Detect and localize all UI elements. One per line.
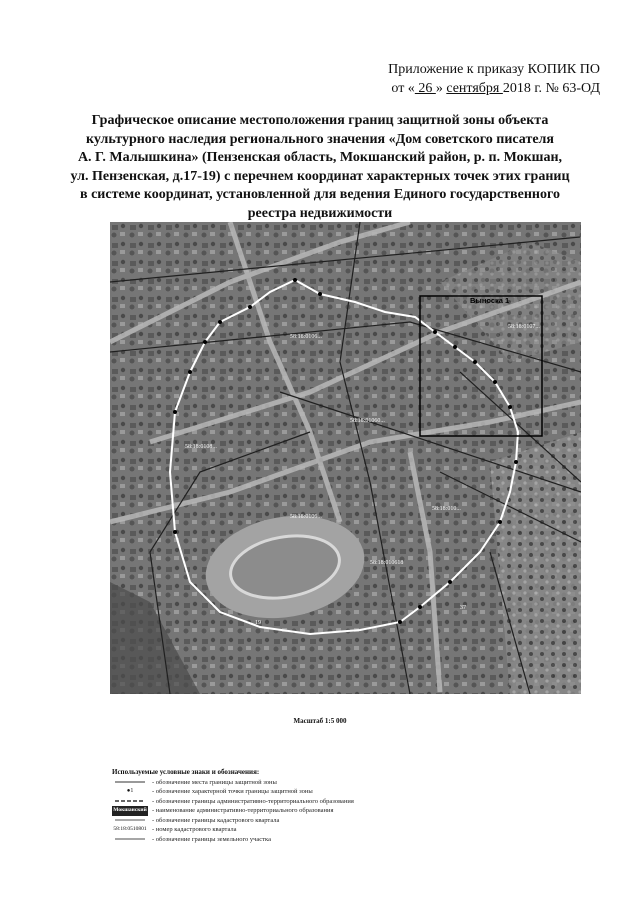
admin-name-symbol — [112, 806, 148, 815]
document-title — [70, 112, 570, 223]
legend — [112, 768, 354, 844]
legend-text: - обозначение границы земельного участка — [152, 835, 271, 843]
sample-point-number: 1 — [130, 788, 134, 794]
date-quote: » — [435, 81, 443, 96]
parcel-label: 58:18:0108... — [185, 444, 217, 450]
point-label: 37 — [460, 605, 466, 611]
parcel-label: 58:18:010618 — [370, 560, 404, 566]
point-label: 19 — [255, 620, 261, 626]
parcel-label: 58:18:01060... — [350, 418, 385, 424]
sample-admin-name: Мокшанский — [112, 806, 148, 816]
legend-text: - наименование административно-территориального образования — [152, 807, 334, 814]
legend-row — [112, 797, 354, 807]
appendix-line-2 — [388, 79, 600, 98]
date-day: 26 — [414, 81, 436, 96]
parcel-label: 58:18:0106... — [290, 514, 322, 520]
title-line: А. Г. Малышкина» (Пензенская область, Мокшанский район, р. п. Мокшан, — [77, 150, 563, 165]
title-line: ул. Пензенская, д.17-19) с перечнем координат характерных точек этих границ — [70, 168, 570, 184]
quarter-number-symbol — [112, 825, 148, 834]
legend-row — [112, 778, 354, 788]
date-suffix: 2018 г. № 63-ОД — [502, 81, 600, 96]
parcel-boundary-symbol — [112, 835, 148, 844]
parcel-label: 58:18:0107... — [508, 324, 540, 330]
legend-row — [112, 825, 354, 835]
quarter-boundary-symbol — [112, 816, 148, 825]
legend-text: - обозначение места границы защитной зоны — [152, 778, 277, 786]
appendix-header — [388, 60, 600, 98]
sample-quarter-number: 58:18:0510801 — [113, 826, 147, 832]
legend-heading: Используемые условные знаки и обозначения: — [112, 768, 260, 776]
title-line: Графическое описание местоположения границ защитной зоны объекта — [91, 113, 549, 128]
satellite-map — [110, 222, 581, 694]
title-line: в системе координат, установленной для ведения Единого государственного — [80, 187, 560, 202]
appendix-line-1: Приложение к приказу КОПИК ПО — [388, 62, 600, 77]
legend-text: - обозначение границы административно-территориального образования — [152, 797, 354, 805]
map-svg — [110, 222, 581, 694]
legend-row — [112, 816, 354, 826]
legend-text: - номер кадастрового квартала — [152, 826, 237, 833]
legend-row — [112, 787, 354, 797]
legend-text: - обозначение характерной точки границы защитной зоны — [152, 788, 313, 795]
zone-boundary-symbol — [112, 778, 148, 787]
callout-label: Выноска 1 — [470, 296, 510, 305]
title-line: реестра недвижимости — [247, 205, 393, 221]
legend-row — [112, 835, 354, 845]
title-line: культурного наследия регионального значения «Дом советского писателя — [86, 131, 554, 147]
parcel-label: 58:18:010... — [432, 506, 461, 512]
date-month: сентября — [446, 81, 503, 96]
legend-text: - обозначение границы кадастрового квартала — [152, 816, 280, 824]
parcel-label: 58:18:0106... — [290, 334, 322, 340]
date-prefix: от « — [391, 81, 415, 96]
map-scale: Масштаб 1:5 000 — [293, 717, 347, 725]
legend-row — [112, 806, 354, 816]
point-symbol: ●1 — [126, 788, 134, 794]
admin-boundary-symbol — [112, 797, 148, 806]
